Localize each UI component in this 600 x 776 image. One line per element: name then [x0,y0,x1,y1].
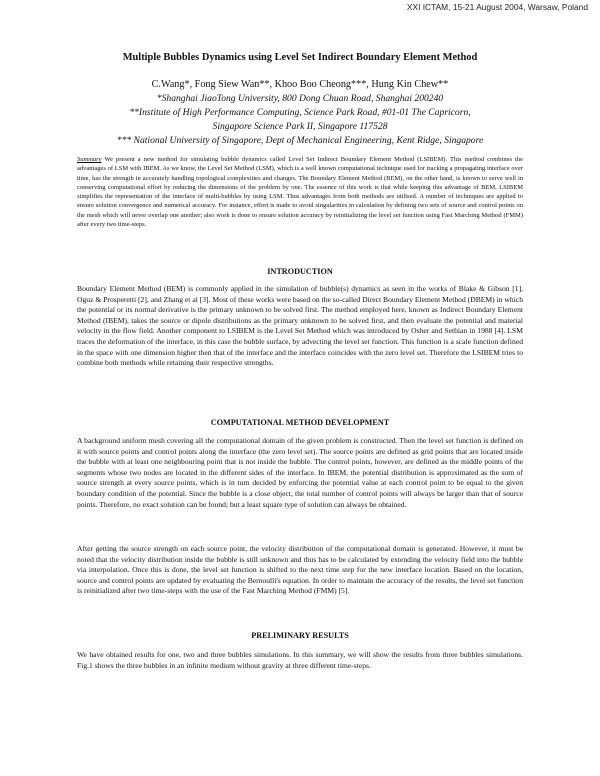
conference-header: XXI ICTAM, 15-21 August 2004, Warsaw, Poland [406,2,588,12]
affiliation-2: **Institute of High Performance Computing, Science Park Road, #01-01 The Capricorn, [129,107,471,118]
affiliation-2-continued: Singapore Science Park II, Singapore 117528 [212,121,388,132]
introduction-paragraph: Boundary Element Method (BEM) is commonly applied in the simulation of bubble(s) dynamics as seen in the works of Blake & Gibson [1], Oguz & Prosperetti [2], and Zhang et al [3]. Most of these works were based on the so-called Direct Boundary Element Method (DBEM) in which the potential or its normal derivative is the primary unknown to be solved first. The method employed here, known as Indirect Boundary Element Method (IBEM), takes the source or dipole distributions as the primary unknown to be solved first, and then evaluate the potential and material velocity in the flow field. Another component to LSIBEM is the Level Set Method which was introduced by Osher and Sethian in 1988 [4]. LSM traces the deformation of the interface, in this case the bubble surface, by advecting the level set function. This function is a scale function defined in the space with one dimension higher then that of the interface and the interface coincides with the zero level set. Therefore the LSIBEM tries to combine both methods while retaining their respective strengths. [77,284,523,368]
results-paragraph: We have obtained results for one, two and three bubbles simulations. In this summary, we will show the results from three bubbles simulations. Fig.1 shows the three bubbles in an infinite medium without gravity at three different time-steps. [77,650,523,670]
method-paragraph-1: A background uniform mesh covering all the computational domain of the given problem is constructed. Then the level set function is defined on it with source points and control points along the interface (the zero level set). The source points are defined as grid points that are located inside the bubble with at least one neighbouring point that is not inside the bubble. The control points, however, are defined as the middle points of the segments whose two nodes are located in the different sides of the interface. In IBEM, the potential distribution is approximated as the sum of source strength at every source points, which is in turn decided by enforcing the potential value at each control point to be equal to the given boundary condition of the potential. Since the bubble is a close object, the total number of control points will always be larger than that of source points. Therefore, no exact solution can be found; but a least square type of solution can always be obtained. [77,436,523,509]
summary-paragraph [77,155,523,229]
method-heading: COMPUTATIONAL METHOD DEVELOPMENT [210,418,390,427]
results-heading: PRELIMINARY RESULTS [251,631,349,640]
author-list: C.Wang*, Fong Siew Wan**, Khoo Boo Cheong***, Hung Kin Chew** [151,79,449,90]
affiliation-1: *Shanghai JiaoTong University, 800 Dong Chuan Road, Shanghai 200240 [156,93,444,104]
affiliation-3: *** National University of Singapore, Dept of Mechanical Engineering, Kent Ridge, Singapore [116,135,484,146]
paper-title: Multiple Bubbles Dynamics using Level Set Indirect Boundary Element Method [122,52,478,63]
summary-label: Summary [77,156,102,163]
summary-text: We present a new method for simulating bubble dynamics called Level Set Indirect Boundary Element Method (LSIBEM). This method combines the advantages of LSM with IBEM. As we know, the Level Set Method (LSM), which is a well known computational technique used for tracking a propagating interface over time, has the strength in accurately handling topological complexities and changes. The Boundary Element Method (BEM), on the other hand, is known to serve well in conserving computational effort by reducing the dimensions of the problem by one. The essence of this work is that while keeping this advantage of BEM, LSIBEM simplifies the representation of the interface of multi-bubbles by using LSM. Thus advantages from both methods are utilised. A number of techniques are applied to ensure solution convergence and numerical accuracy. For instance, effort is made to avoid singularities in calculation by defining two sets of source and control points on the mesh which will never overlap one another; also work is done to ensure solution accuracy by reinitializing the level set function using Fast Marching Method (FMM) after every two time-steps. [77,156,523,229]
method-paragraph-2: After getting the source strength on each source point, the velocity distribution of the computational domain is generated. However, it must be noted that the velocity distribution inside the bubble is still unknown and thus has to be calculated by extending the velocity field into the bubble via interpolation. Once this is done, the level set function is shifted to the next time step for the new interface location. Based on the location, source and control points are updated by evaluating the Bernoulli's equation. In order to maintain the accuracy of the results, the level set function is reinitialized after two time-steps with the use of the Fast Marching Method (FMM) [5]. [77,544,523,596]
introduction-heading: INTRODUCTION [267,267,333,276]
